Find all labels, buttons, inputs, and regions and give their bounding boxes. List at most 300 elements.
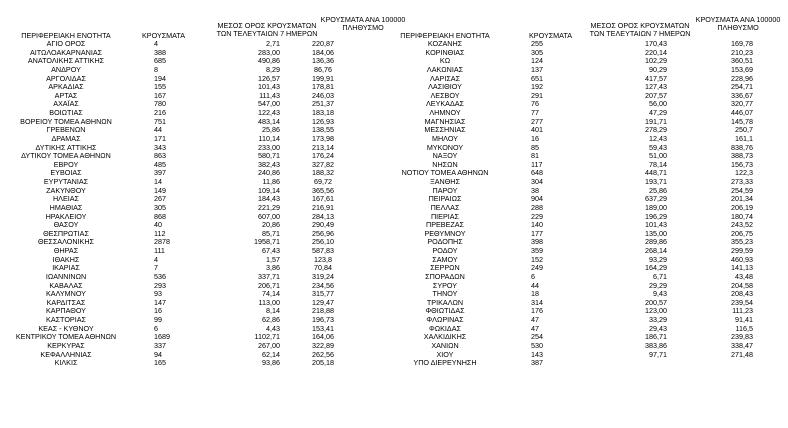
region-name: ΡΟΔΟΠΗΣ [427,238,463,247]
cases-value: 44 [154,126,162,135]
per-capita-value: 360,51 [731,57,753,66]
table-row [0,49,397,58]
avg-value: 268,14 [645,247,667,255]
table-row [397,273,788,282]
per-capita-value: 206,75 [731,229,753,238]
avg-value: 102,29 [645,57,667,66]
per-capita-value: 322,89 [312,341,334,350]
cases-value: 305 [154,203,166,212]
cases-value: 94 [154,350,162,359]
table-row [397,230,788,239]
table-row [397,187,788,196]
cases-value: 648 [531,169,543,178]
per-capita-value: 290,49 [312,221,334,230]
cases-value: 192 [531,83,543,92]
per-capita-value: 262,56 [312,350,334,359]
avg-value: 109,14 [258,186,280,195]
table-row [0,152,397,161]
cases-value: 401 [531,126,543,135]
cases-value: 397 [154,169,166,178]
header-region: ΠΕΡΙΦΕΡΕΙΑΚΗ ΕΝΟΤΗΤΑ [400,31,490,40]
cases-value: 685 [154,57,166,66]
region-name: ΤΗΝΟΥ [432,290,458,299]
cases-value: 4 [154,255,158,264]
region-name: ΚΑΡΠΑΘΟΥ [46,307,86,316]
cases-value: 16 [154,307,162,316]
table-row [0,230,397,239]
per-capita-value: 213,14 [312,143,334,152]
table-row [0,325,397,334]
region-name: ΝΗΣΩΝ [432,160,458,169]
region-name: ΧΑΛΚΙΔΙΚΗΣ [423,333,467,342]
region-name: ΣΑΜΟΥ [432,255,458,264]
avg-value: 278,29 [645,126,667,135]
avg-value: 448,71 [645,169,667,178]
cases-value: 171 [154,134,166,143]
cases-value: 288 [531,203,543,212]
per-capita-value: 206,19 [731,203,753,212]
table-row [0,316,397,325]
region-name: ΗΛΕΙΑΣ [52,195,80,204]
avg-value: 8,29 [266,65,280,74]
per-capita-value: 320,77 [731,100,753,109]
header-avg-line1: ΜΕΣΟΣ ΟΡΟΣ ΚΡΟΥΣΜΑΤΩΝ [590,21,690,30]
table-row [0,161,397,170]
cases-value: 904 [531,195,543,204]
header-per [318,16,408,32]
cases-value: 124 [531,57,543,66]
table-row [397,169,788,178]
region-name: ΑΝΑΤΟΛΙΚΗΣ ΑΤΤΙΚΗΣ [27,57,105,66]
table-row [0,144,397,153]
table-row [397,290,788,299]
cases-value: 359 [531,247,543,255]
avg-value: 9,43 [653,290,667,299]
region-name: ΡΟΔΟΥ [432,247,458,255]
avg-value: 29,29 [649,281,667,290]
table-row [397,238,788,247]
cases-value: 77 [531,109,539,117]
region-name: ΔΡΑΜΑΣ [51,134,81,143]
cases-value: 165 [154,359,166,368]
per-capita-value: 156,73 [731,160,753,169]
cases-value: 99 [154,316,162,324]
per-capita-value: 218,88 [312,307,334,316]
per-capita-value: 183,18 [312,109,334,117]
avg-value: 11,86 [262,178,280,186]
per-capita-value: 327,82 [312,160,334,169]
avg-value: 78,14 [649,160,667,169]
table-row [397,342,788,351]
cases-value: 176 [531,307,543,316]
region-name: ΝΟΤΙΟΥ ΤΟΜΕΑ ΑΘΗΝΩΝ [401,169,489,178]
table-row [397,213,788,222]
table-row [397,83,788,92]
table-row [397,325,788,334]
cases-value: 291 [531,91,543,100]
avg-value: 417,57 [645,74,667,83]
region-name: ΜΕΣΣΗΝΙΑΣ [424,126,466,135]
table-row [0,187,397,196]
avg-value: 547,00 [258,100,280,109]
region-name: ΠΕΙΡΑΙΩΣ [428,195,462,204]
region-name: ΕΥΒΟΙΑΣ [50,169,82,178]
avg-value: 56,00 [649,100,667,109]
region-name: ΚΑΛΥΜΝΟΥ [46,290,86,299]
avg-value: 200,57 [645,298,667,307]
region-name: ΗΡΑΚΛΕΙΟΥ [45,212,87,221]
region-name: ΛΑΚΩΝΙΑΣ [426,65,464,74]
per-capita-value: 315,77 [312,290,334,299]
table-row [0,109,397,118]
region-name: ΚΟΡΙΝΘΙΑΣ [425,48,465,57]
cases-value: 112 [154,229,166,238]
region-name: ΘΑΣΟΥ [53,221,79,230]
region-name: ΤΡΙΚΑΛΩΝ [426,298,464,307]
per-capita-value: 201,34 [731,195,753,204]
per-capita-value: 69,72 [314,178,332,186]
table-row [0,169,397,178]
region-name: ΑΧΑΪΑΣ [53,100,79,109]
per-capita-value: 208,43 [731,290,753,299]
avg-value: 93,86 [262,359,280,368]
avg-value: 207,57 [645,91,667,100]
avg-value: 113,00 [258,298,280,307]
cases-value: 47 [531,316,539,324]
cases-value: 651 [531,74,543,83]
avg-value: 383,86 [645,341,667,350]
per-capita-value: 173,98 [312,134,334,143]
region-name: ΥΠΟ ΔΙΕΡΕΥΝΗΣΗ [413,359,477,368]
cases-value: 229 [531,212,543,221]
region-name: ΙΘΑΚΗΣ [52,255,80,264]
avg-value: 20,86 [262,221,280,230]
per-capita-value: 188,32 [312,169,334,178]
cases-value: 2878 [154,238,170,247]
per-capita-value [667,359,753,368]
per-capita-value: 838,76 [731,143,753,152]
avg-value: 123,00 [645,307,667,316]
avg-value: 580,71 [258,152,280,161]
cases-value: 388 [154,48,166,57]
per-capita-value: 126,93 [312,117,334,126]
per-capita-value: 164,06 [312,333,334,342]
region-name: ΧΑΝΙΩΝ [431,341,459,350]
table-row [397,256,788,265]
left-header [0,14,406,40]
avg-value: 62,86 [262,316,280,324]
per-capita-value: 205,18 [312,359,334,368]
per-capita-value: 196,73 [312,316,334,324]
region-name: ΑΓΙΟ ΟΡΟΣ [46,40,86,48]
header-per-line2: ΠΛΗΘΥΣΜΟ [342,23,384,32]
region-name: ΑΝΔΡΟΥ [51,65,81,74]
per-capita-value: 338,47 [731,341,753,350]
avg-value: 33,29 [649,316,667,324]
avg-value: 483,14 [258,117,280,126]
table-row [0,247,397,256]
cases-value: 47 [531,324,539,333]
cases-value: 7 [154,264,158,273]
cases-value: 868 [154,212,166,221]
avg-value: 490,86 [258,57,280,66]
table-row [0,342,397,351]
avg-value: 8,14 [266,307,280,316]
table-row [0,256,397,265]
right-header [397,14,788,40]
region-name: ΔΥΤΙΚΟΥ ΤΟΜΕΑ ΑΘΗΝΩΝ [21,152,111,161]
avg-value: 12,43 [649,134,667,143]
table-row [0,299,397,308]
left-table-body [0,40,397,368]
header-per-line2: ΠΛΗΘΥΣΜΟ [717,23,759,32]
per-capita-value: 355,23 [731,238,753,247]
cases-value: 44 [531,281,539,290]
region-name: ΝΑΞΟΥ [432,152,458,161]
avg-value: 110,14 [258,134,280,143]
per-capita-value: 86,76 [314,65,332,74]
right-table-body [397,40,788,368]
region-name: ΦΩΚΙΔΑΣ [429,324,461,333]
avg-value: 101,43 [258,83,280,92]
table-row [397,299,788,308]
avg-value: 170,43 [645,40,667,48]
avg-value: 637,29 [645,195,667,204]
region-name: ΑΙΤΩΛΟΑΚΑΡΝΑΝΙΑΣ [29,48,103,57]
avg-value: 196,29 [645,212,667,221]
per-capita-value: 254,59 [731,186,753,195]
region-name: ΚΕΑΣ - ΚΥΘΝΟΥ [38,324,94,333]
avg-value: 337,71 [258,272,280,281]
header-avg [585,22,695,38]
avg-value [595,359,667,368]
region-name: ΚΑΡΔΙΤΣΑΣ [46,298,86,307]
region-name: ΘΕΣΣΑΛΟΝΙΚΗΣ [38,238,94,247]
per-capita-value: 145,78 [731,117,753,126]
region-name: ΖΑΚΥΝΘΟΥ [46,186,86,195]
per-capita-value: 138,55 [312,126,334,135]
per-capita-value: 254,71 [731,83,753,92]
avg-value: 607,00 [258,212,280,221]
region-name: ΜΥΚΟΝΟΥ [426,143,464,152]
avg-value: 267,00 [258,341,280,350]
table-row [397,75,788,84]
region-name: ΑΡΓΟΛΙΔΑΣ [46,74,86,83]
table-row [0,92,397,101]
table-row [397,92,788,101]
table-row [0,195,397,204]
table-row [0,282,397,291]
region-name: ΚΕΝΤΡΙΚΟΥ ΤΟΜΕΑ ΑΘΗΝΩΝ [15,333,117,342]
header-avg-line1: ΜΕΣΟΣ ΟΡΟΣ ΚΡΟΥΣΜΑΤΩΝ [217,21,317,30]
avg-value: 62,14 [262,350,280,359]
region-name: ΛΕΣΒΟΥ [430,91,460,100]
cases-value: 530 [531,341,543,350]
cases-value: 167 [154,91,166,100]
table-row [397,316,788,325]
table-row [397,359,788,368]
per-capita-value: 153,69 [731,65,753,74]
per-capita-value: 256,96 [312,229,334,238]
per-capita-value: 122,3 [735,169,753,178]
cases-value: 18 [531,290,539,299]
per-capita-value: 256,10 [312,238,334,247]
cases-value: 6 [154,324,158,333]
per-capita-value: 169,78 [731,40,753,48]
region-name: ΒΟΙΩΤΙΑΣ [49,109,83,117]
avg-value: 90,29 [649,65,667,74]
avg-value: 97,71 [649,350,667,359]
table-row [0,66,397,75]
per-capita-value: 136,36 [312,57,334,66]
table-row [397,247,788,256]
avg-value: 191,71 [645,117,667,126]
avg-value: 126,57 [258,74,280,83]
table-row [397,109,788,118]
cases-value: 485 [154,160,166,169]
cases-value: 93 [154,290,162,299]
header-avg [212,22,322,38]
table-row [0,135,397,144]
per-capita-value: 129,47 [312,298,334,307]
cases-value: 249 [531,264,543,273]
avg-value: 193,71 [645,178,667,186]
per-capita-value: 91,41 [735,316,753,324]
avg-value: 25,86 [262,126,280,135]
table-row [397,161,788,170]
per-capita-value: 299,59 [731,247,753,255]
table-row [397,135,788,144]
header-region: ΠΕΡΙΦΕΡΕΙΑΚΗ ΕΝΟΤΗΤΑ [21,31,111,40]
avg-value: 1102,71 [254,333,280,342]
table-row [0,307,397,316]
table-row [397,152,788,161]
table-row [0,40,397,49]
table-row [397,204,788,213]
region-name: ΙΩΑΝΝΙΝΩΝ [45,272,87,281]
cases-value: 863 [154,152,166,161]
avg-value: 221,29 [258,203,280,212]
cases-value: 293 [154,281,166,290]
cases-value: 267 [154,195,166,204]
table-row [0,100,397,109]
table-row [397,126,788,135]
table-row [0,75,397,84]
table-row [397,195,788,204]
per-capita-value: 388,73 [731,152,753,161]
cases-value: 76 [531,100,539,109]
avg-value: 6,71 [653,272,667,281]
region-name: ΚΑΣΤΟΡΙΑΣ [46,316,86,324]
region-name: ΡΕΘΥΜΝΟΥ [424,229,466,238]
cases-value: 216 [154,109,166,117]
table-row [397,221,788,230]
avg-value: 25,86 [649,186,667,195]
cases-value: 111 [154,247,165,255]
cases-value: 155 [154,83,166,92]
cases-value: 143 [531,350,543,359]
avg-value: 240,86 [258,169,280,178]
avg-value: 184,43 [258,195,280,204]
table-row [397,40,788,49]
cases-value: 1689 [154,333,170,342]
table-row [397,144,788,153]
region-name: ΚΑΒΑΛΑΣ [49,281,83,290]
table-row [397,282,788,291]
table-row [0,118,397,127]
cases-value: 8 [154,65,158,74]
cases-value: 40 [154,221,162,230]
region-name: ΜΗΛΟΥ [432,134,458,143]
avg-value: 67,43 [262,247,280,255]
region-name: ΕΒΡΟΥ [53,160,79,169]
region-name: ΛΑΡΙΣΑΣ [429,74,461,83]
table-row [397,178,788,187]
avg-value: 122,43 [258,109,280,117]
per-capita-value: 365,56 [312,186,334,195]
cases-value: 14 [154,178,162,186]
per-capita-value: 228,96 [731,74,753,83]
header-per [693,16,783,32]
region-name: ΓΡΕΒΕΝΩΝ [46,126,86,135]
header-cases: ΚΡΟΥΣΜΑΤΑ [142,31,186,40]
header-avg-line2: ΤΩΝ ΤΕΛΕΥΤΑΙΩΝ 7 ΗΜΕΡΩΝ [589,29,691,38]
table-row [397,307,788,316]
cases-value: 149 [154,186,166,195]
avg-value: 101,43 [645,221,667,230]
avg-value: 164,29 [645,264,667,273]
table-row [397,57,788,66]
avg-value: 1,57 [266,255,280,264]
region-name: ΠΕΛΛΑΣ [430,203,460,212]
region-name: ΔΥΤΙΚΗΣ ΑΤΤΙΚΗΣ [35,143,97,152]
cases-value: 152 [531,255,543,264]
region-name: ΠΑΡΟΥ [432,186,458,195]
avg-value: 47,29 [649,109,667,117]
avg-value: 4,43 [266,324,280,333]
cases-value: 751 [154,117,166,126]
per-capita-value: 243,52 [731,221,753,230]
region-name: ΗΜΑΘΙΑΣ [49,203,83,212]
region-name: ΦΛΩΡΙΝΑΣ [426,316,464,324]
avg-value: 85,71 [262,229,280,238]
per-capita-value: 180,74 [731,212,753,221]
cases-value: 4 [154,40,158,48]
per-capita-value: 204,58 [731,281,753,290]
per-capita-value: 446,07 [731,109,753,117]
cases-value: 140 [531,221,543,230]
per-capita-value: 250,7 [735,126,753,135]
table-row [0,126,397,135]
per-capita-value: 123,8 [314,255,332,264]
region-name: ΑΡΚΑΔΙΑΣ [48,83,84,92]
region-name: ΛΕΥΚΑΔΑΣ [425,100,464,109]
table-row [397,66,788,75]
cases-value: 177 [531,229,543,238]
per-capita-value: 460,93 [731,255,753,264]
left-table [0,14,406,368]
cases-value: 81 [531,152,539,161]
per-capita-value: 167,61 [312,195,334,204]
avg-value: 93,29 [649,255,667,264]
avg-value: 220,14 [645,48,667,57]
avg-value: 189,00 [645,203,667,212]
per-capita-value: 271,48 [731,350,753,359]
per-capita-value: 70,84 [314,264,332,273]
region-name: ΛΑΣΙΘΙΟΥ [428,83,462,92]
per-capita-value: 220,87 [312,40,334,48]
avg-value: 186,71 [645,333,667,342]
